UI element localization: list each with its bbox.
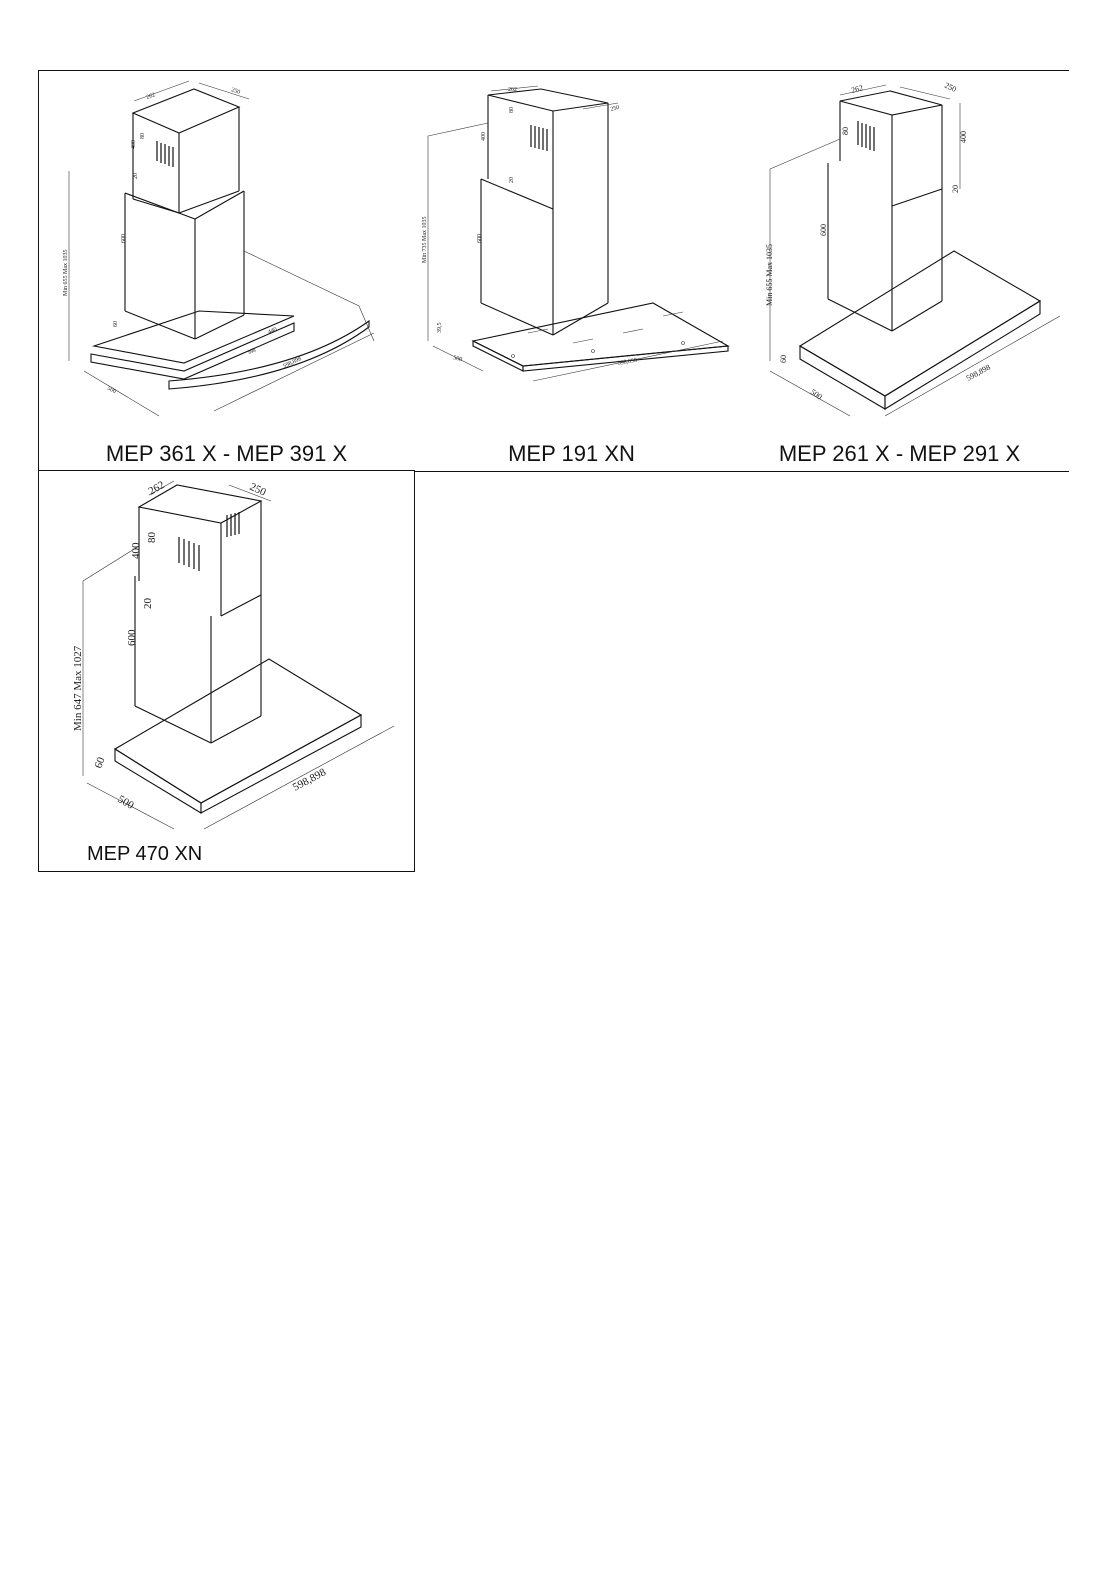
- dim-base-h: 60: [113, 321, 119, 327]
- dim-vent-offset: 80: [140, 133, 146, 139]
- diagram-cell-mep-361-391: [38, 70, 415, 472]
- dim-lower: 600: [819, 224, 828, 236]
- dim-height: Min 655 Max 1035: [765, 244, 774, 306]
- dim-vent-offset: 80: [509, 107, 515, 113]
- dim-vent-top: 400: [130, 542, 142, 559]
- hood-drawing: [39, 471, 416, 841]
- dim-width-top: 262: [508, 87, 517, 93]
- dim-depth-top: 250: [943, 80, 958, 94]
- dim-vent-top: 400: [481, 132, 487, 141]
- dim-depth: 500: [452, 355, 463, 364]
- dim-gap: 20: [133, 173, 139, 179]
- diagram-cell-mep-470: [38, 470, 415, 872]
- hood-drawing: [413, 71, 731, 473]
- dim-depth: 500: [115, 793, 136, 812]
- dim-gap: 20: [142, 598, 154, 609]
- dim-lower: 600: [477, 234, 483, 243]
- diagram-cell-mep-261-291: [730, 70, 1069, 472]
- dim-gap: 20: [951, 185, 960, 193]
- dim-height: Min 655 Max 1035: [63, 249, 69, 296]
- diagram-caption: MEP 261 X - MEP 291 X: [778, 441, 1021, 466]
- dim-width: 598,898: [964, 362, 992, 383]
- dim-depth-top: 250: [609, 104, 621, 113]
- vent-slots-icon: [531, 125, 547, 151]
- dim-depth: 500: [106, 385, 117, 396]
- diagram-caption: MEP 470 XN: [87, 843, 203, 865]
- dim-depth: 500: [808, 387, 824, 402]
- hood-drawing: [39, 71, 416, 473]
- dim-lower: 600: [126, 629, 138, 646]
- dim-vent-offset: 80: [841, 127, 850, 135]
- dim-glass: 440: [267, 326, 279, 336]
- dim-width-top: 262: [145, 92, 157, 101]
- dim-base-h: 39,5: [437, 322, 443, 333]
- diagram-caption: MEP 191 XN: [508, 441, 635, 466]
- dim-vent-offset: 80: [146, 532, 158, 543]
- dim-width: 598,898: [290, 766, 328, 794]
- dim-glass-w: 898: [247, 348, 257, 356]
- dim-vent-top: 400: [131, 140, 137, 149]
- dim-gap: 20: [509, 177, 515, 183]
- diagram-cell-mep-191: [413, 70, 731, 472]
- dim-depth-top: 250: [247, 480, 268, 499]
- dim-lower: 600: [121, 234, 127, 243]
- dim-width: 598,898: [617, 357, 638, 367]
- dim-width: 598,898: [282, 356, 303, 370]
- dim-height: Min 647 Max 1027: [72, 645, 84, 731]
- vent-slots-icon: [858, 121, 874, 151]
- diagram-caption: MEP 361 X - MEP 391 X: [105, 441, 348, 466]
- dim-depth-top: 250: [230, 87, 241, 96]
- dim-base-h: 60: [779, 355, 788, 363]
- dim-width-top: 262: [850, 83, 865, 95]
- dim-base-h: 60: [92, 755, 108, 771]
- hood-drawing: [730, 71, 1069, 473]
- dim-vent-top: 400: [959, 131, 968, 143]
- dim-height: Min 735 Max 1035: [422, 216, 428, 263]
- vent-slots-icon: [157, 141, 173, 167]
- dim-width-top: 262: [146, 478, 167, 498]
